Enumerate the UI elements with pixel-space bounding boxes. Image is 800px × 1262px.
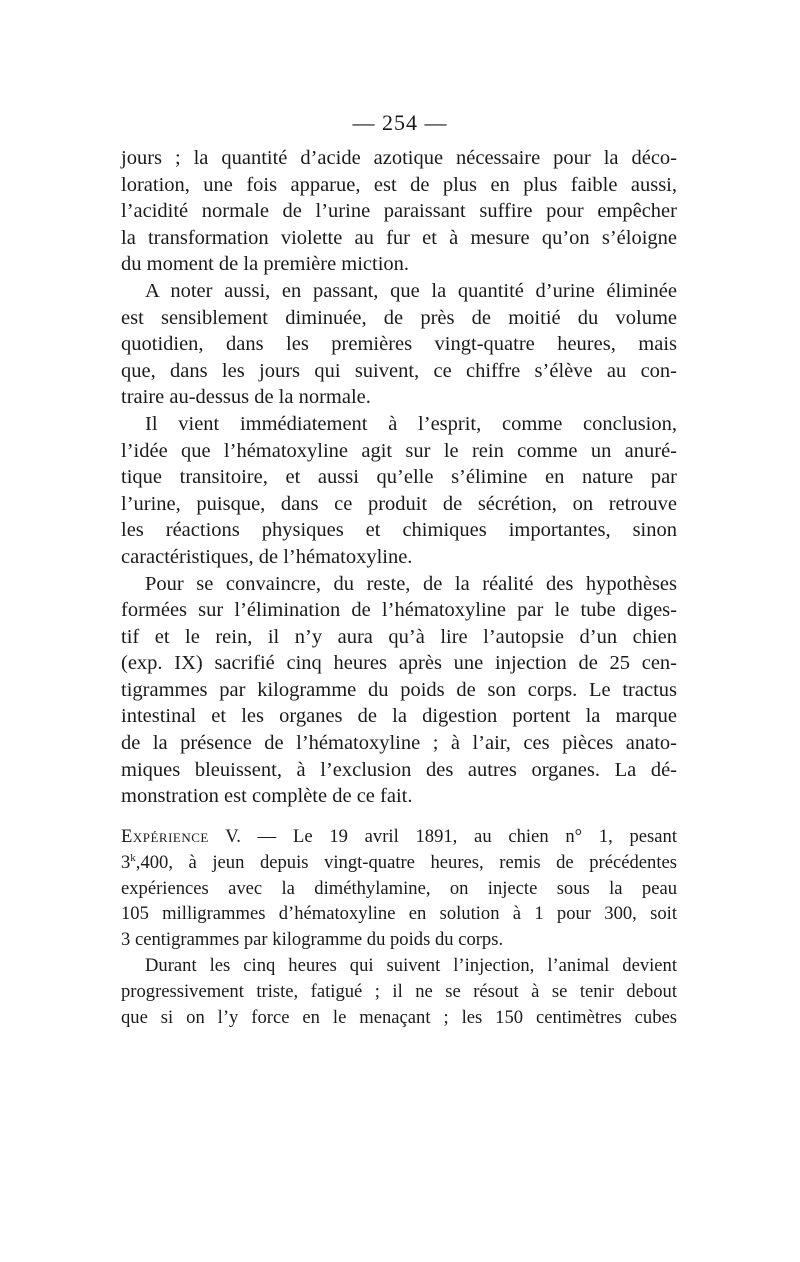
text-line: tique transitoire, et aussi qu’elle s’élimine en nature par: [121, 466, 677, 489]
text-line: de la présence de l’hématoxyline ; à l’air, ces pièces anato-: [121, 732, 677, 755]
text-line: tigrammes par kilogramme du poids de son corps. Le tractus: [121, 678, 677, 701]
weight-line-text: ,400, à jeun depuis vingt-quatre heures, remis de précédentes: [135, 851, 677, 873]
text-line: jours ; la quantité d’acide azotique nécessaire pour la déco-: [121, 147, 677, 169]
text-line: Durant les cinq heures qui suivent l’injection, l’animal devient: [145, 954, 677, 976]
text-line: du moment de la première miction.: [121, 253, 410, 276]
text-line: miques bleuissent, à l’exclusion des autres organes. La dé-: [121, 758, 677, 781]
text-line: que, dans les jours qui suivent, ce chiffre s’élève au con-: [121, 359, 677, 382]
experiment-body: [121, 876, 677, 1031]
text-line: tif et le rein, il n’y aura qu’à lire l’autopsie d’un chien: [121, 625, 677, 648]
text-line: monstration est complète de ce fait.: [121, 785, 413, 808]
text-line: (exp. IX) sacrifié cinq heures après une injection de 25 cen-: [121, 652, 677, 675]
text-line: progressivement triste, fatigué ; il ne se résout à se tenir debout: [121, 980, 677, 1002]
text-line: Il vient immédiatement à l’esprit, comme conclusion,: [145, 412, 677, 435]
text-line: 3 centigrammes par kilogramme du poids du corps.: [121, 929, 504, 951]
text-line: l’acidité normale de l’urine paraissant suffire pour empêcher: [121, 200, 677, 223]
text-line: que si on l’y force en le menaçant ; les 150 centimètres cubes: [121, 1006, 677, 1028]
text-line: est sensiblement diminuée, de près de moitié du volume: [121, 306, 677, 329]
text-line: les réactions physiques et chimiques importantes, sinon: [121, 519, 677, 542]
experiment-heading-line: [121, 824, 677, 850]
text-line: loration, une fois apparue, est de plus en plus faible aussi,: [121, 173, 677, 196]
text-line: formées sur l’élimination de l’hématoxyline par le tube diges-: [121, 599, 677, 622]
text-line: l’urine, puisque, dans ce produit de sécrétion, on retrouve: [121, 492, 677, 515]
main-text-block: [121, 145, 677, 810]
weight-unit-superscript: k: [130, 851, 136, 864]
text-line: l’idée que l’hématoxyline agit sur le rein comme un anuré-: [121, 439, 677, 462]
weight-value: 3: [121, 851, 131, 873]
experiment-block: [121, 824, 677, 1030]
text-line: caractéristiques, de l’hématoxyline.: [121, 545, 413, 568]
text-line: expériences avec la diméthylamine, on injecte sous la peau: [121, 877, 677, 899]
text-line: intestinal et les organes de la digestion portent la marque: [121, 705, 677, 728]
experiment-weight-line: [121, 850, 677, 876]
text-line: 105 milligrammes d’hématoxyline en solution à 1 pour 300, soit: [121, 903, 677, 925]
text-line: Pour se convaincre, du reste, de la réalité des hypothèses: [145, 572, 677, 595]
text-line: traire au-dessus de la normale.: [121, 386, 371, 409]
experiment-heading-text: V. — Le 19 avril 1891, au chien n° 1, pesant: [225, 826, 677, 847]
experiment-label: Expérience: [121, 826, 209, 847]
text-line: A noter aussi, en passant, que la quantité d’urine éliminée: [145, 279, 677, 302]
text-line: la transformation violette au fur et à mesure qu’on s’éloigne: [121, 226, 677, 249]
text-line: quotidien, dans les premières vingt-quatre heures, mais: [121, 333, 677, 356]
page-number: — 254 —: [352, 110, 448, 135]
